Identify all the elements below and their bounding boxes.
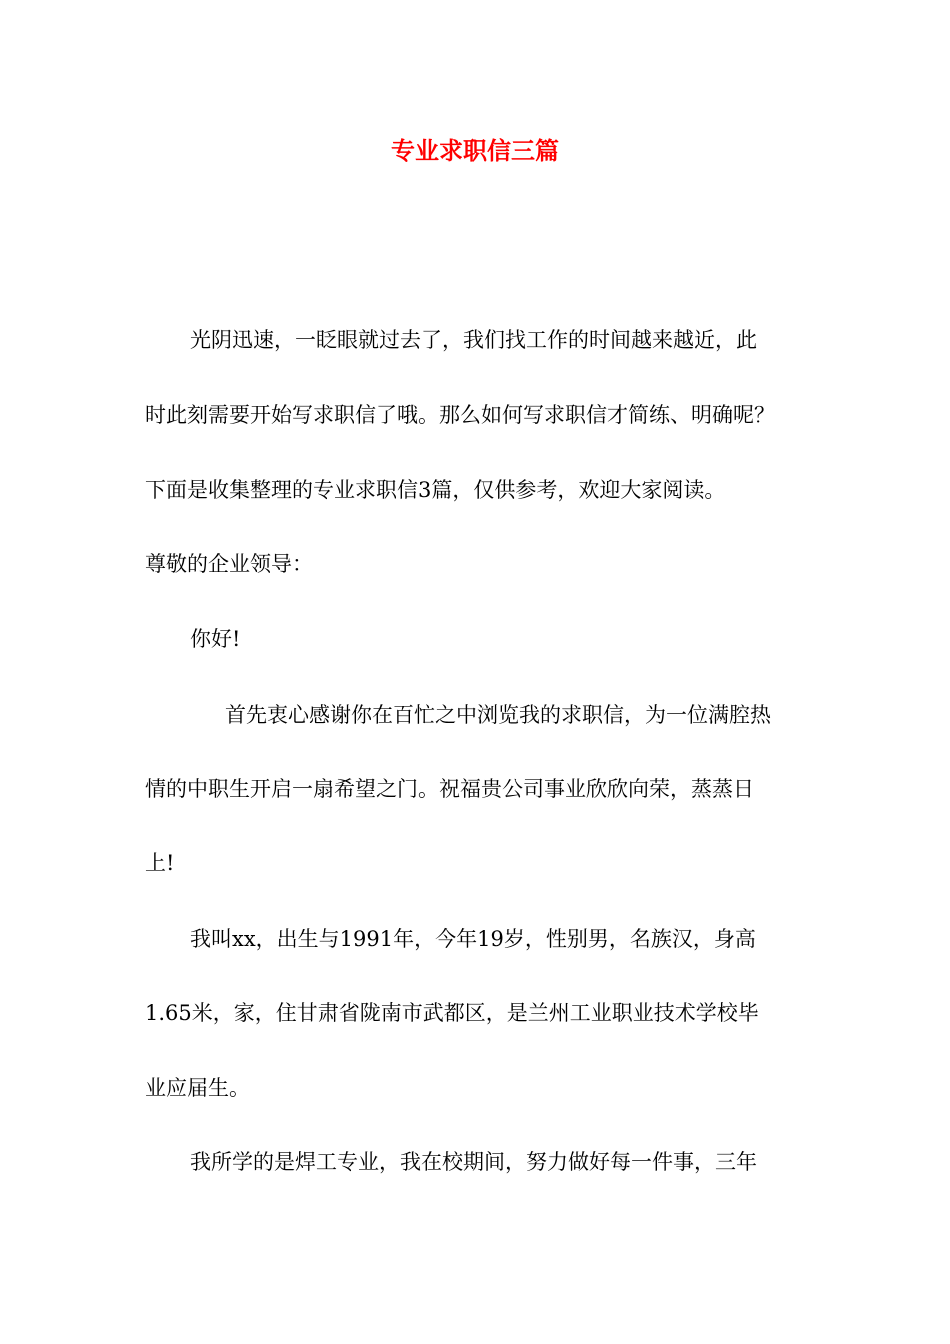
paragraph-line: 1.65米，家，住甘肃省陇南市武都区，是兰州工业职业技术学校毕: [145, 1001, 759, 1025]
paragraph-line: 光阴迅速，一眨眼就过去了，我们找工作的时间越来越近，此: [190, 328, 757, 352]
greeting-line: 你好!: [190, 627, 241, 651]
paragraph-line: 首先衷心感谢你在百忙之中浏览我的求职信，为一位满腔热: [225, 703, 771, 727]
salutation-line: 尊敬的企业领导：: [145, 552, 313, 576]
paragraph-line: 我所学的是焊工专业，我在校期间，努力做好每一件事，三年: [190, 1150, 757, 1174]
document-title: 专业求职信三篇: [391, 136, 559, 165]
paragraph-line: 业应届生。: [145, 1076, 250, 1100]
paragraph-line: 时此刻需要开始写求职信了哦。那么如何写求职信才简练、明确呢？: [145, 403, 775, 427]
paragraph-line: 情的中职生开启一扇希望之门。祝福贵公司事业欣欣向荣，蒸蒸日: [145, 777, 754, 801]
paragraph-line: 上!: [145, 851, 175, 875]
paragraph-line: 下面是收集整理的专业求职信3篇，仅供参考，欢迎大家阅读。: [145, 478, 726, 502]
paragraph-line: 我叫xx，出生与1991年，今年19岁，性别男，名族汉，身高: [190, 927, 756, 951]
